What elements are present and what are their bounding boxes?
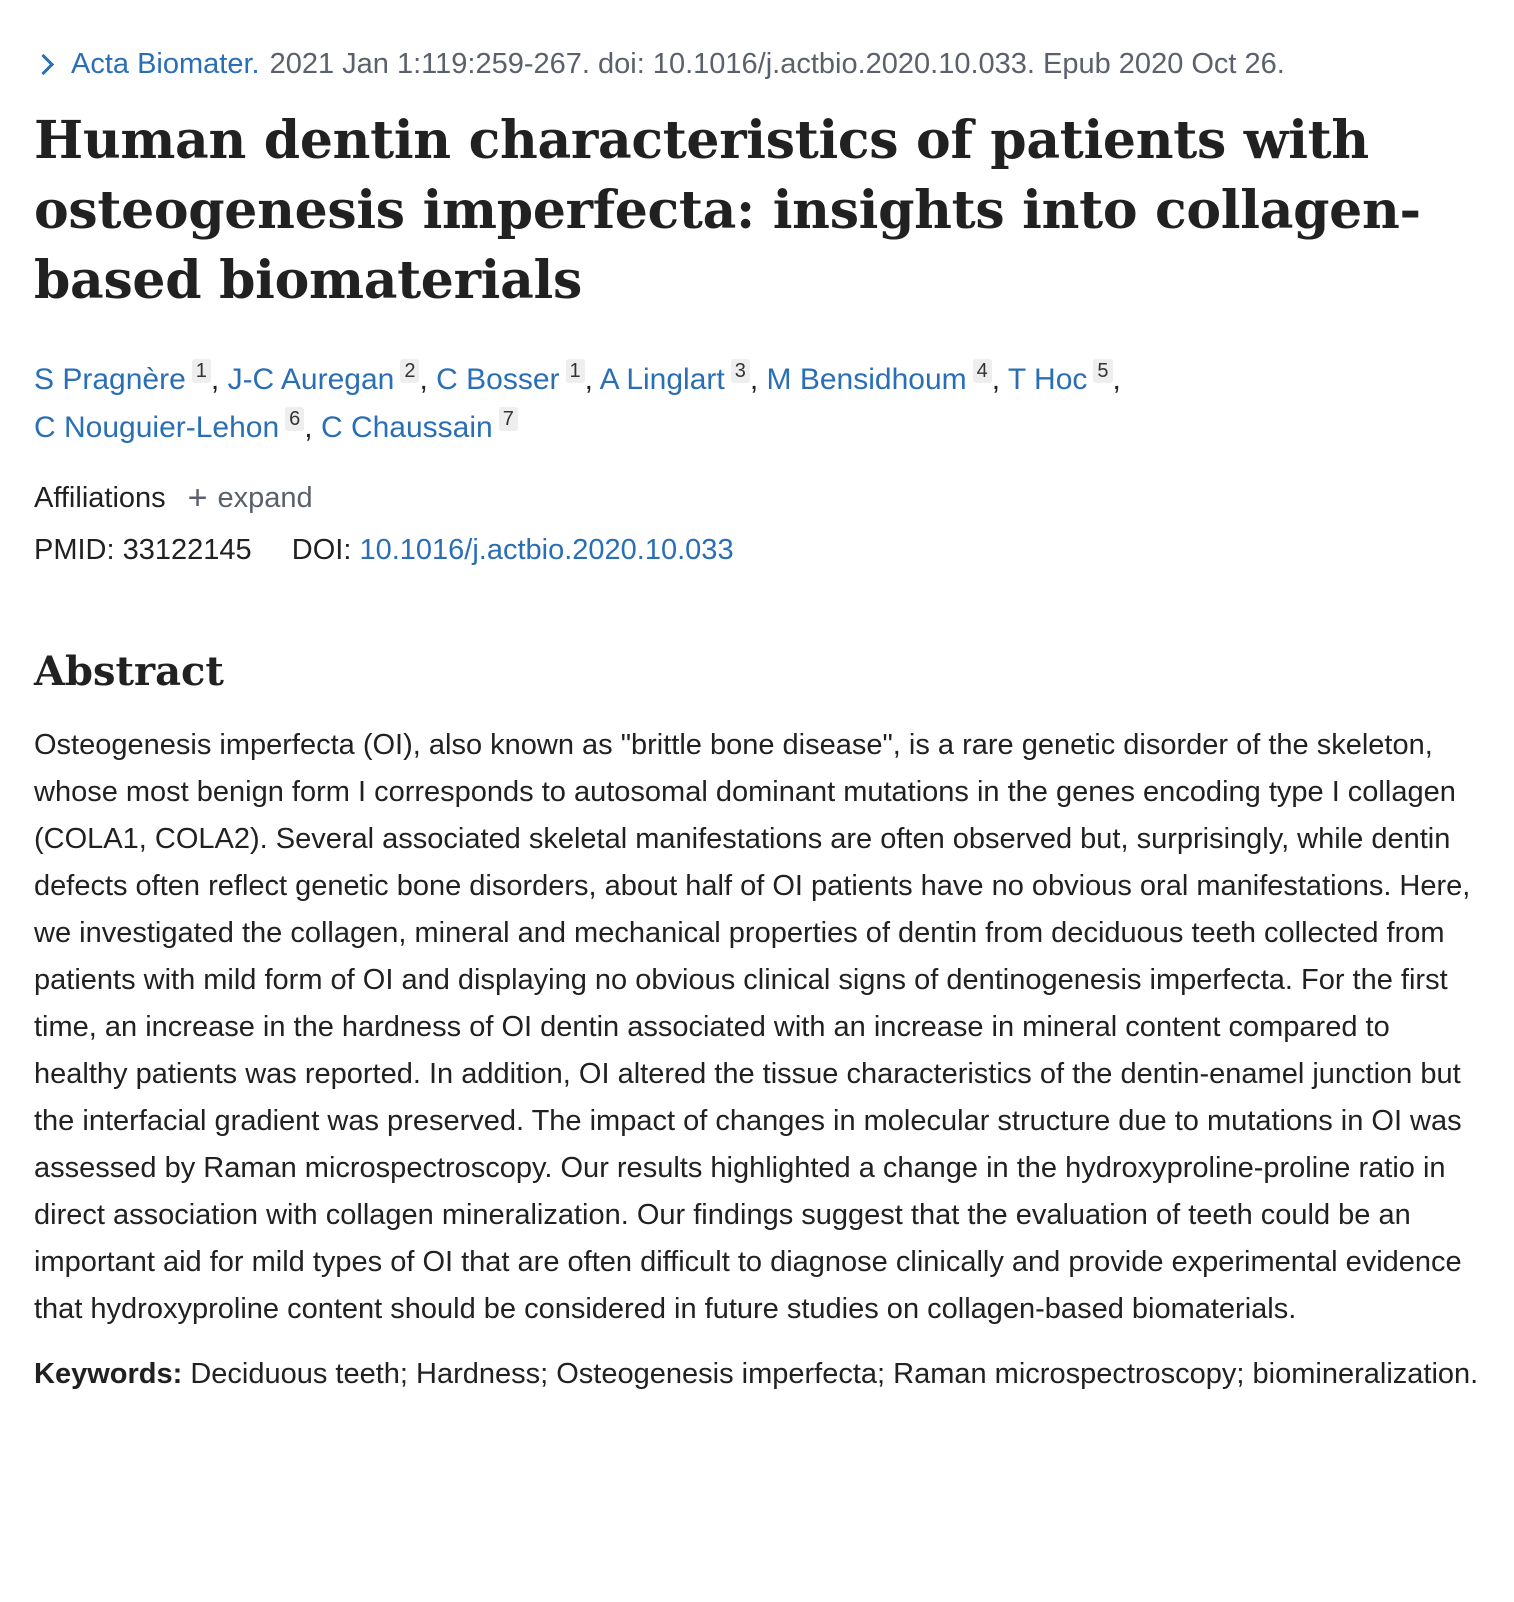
author-link[interactable]: C Chaussain [320, 411, 493, 444]
author-link[interactable]: C Bosser [436, 363, 560, 396]
abstract-text: Osteogenesis imperfecta (OI), also known as "brittle bone disease", is a rare genetic disorder of the skeleton, whose most benign form I corresponds to autosomal dominant mutations in the genes encoding type I collagen (COLA1, COLA2). Several associated skeletal manifestations are often observed but, surprisingly, while dentin defects often reflect genetic bone disorders, about half of OI patients have no obvious oral manifestations. Here, we investigated the collagen, mineral and mechanical properties of dentin from deciduous teeth collected from patients with mild form of OI and displaying no obvious clinical signs of dentinogenesis imperfecta. For the first time, an increase in the hardness of OI dentin associated with an increase in mineral content compared to healthy patients was reported. In addition, OI altered the tissue characteristics of the dentin-enamel junction but the interfacial gradient was preserved. The impact of changes in molecular structure due to mutations in OI was assessed by Raman microspectroscopy. Our results highlighted a change in the hydroxyproline-proline ratio in direct association with collagen mineralization. Our findings suggest that the evaluation of teeth could be an important aid for mild types of OI that are often difficult to diagnose clinically and provide experimental evidence that hydroxyproline content should be considered in future studies on collagen-based biomaterials. [34, 729, 1471, 1325]
affiliation-number[interactable]: 6 [285, 407, 304, 431]
author-link[interactable]: J-C Auregan [227, 363, 395, 396]
authors-list: S Pragnère 1 , J-C Auregan 2 , C Bosser 1 , A Linglart 3 , M Bensidhoum 4 , T Hoc 5 , C Nouguier-Lehon 6 , C Chaussain 7 [34, 360, 1121, 444]
article-title: Human dentin characteristics of patients with osteogenesis imperfecta: insights into collagen-based biomaterials [34, 110, 1421, 311]
keywords [34, 1351, 1480, 1398]
affiliation-number[interactable]: 4 [973, 359, 992, 383]
author-link[interactable]: A Linglart [599, 363, 725, 396]
author-link[interactable]: S Pragnère [34, 363, 186, 396]
keywords-text: Deciduous teeth; Hardness; Osteogenesis imperfecta; Raman microspectroscopy; biomineralization. [190, 1358, 1479, 1390]
expand-label: expand [217, 482, 313, 514]
pmid-label: PMID: [34, 534, 115, 566]
affiliation-number[interactable]: 5 [1093, 359, 1112, 383]
affiliation-number[interactable]: 2 [400, 359, 419, 383]
doi-link[interactable]: 10.1016/j.actbio.2020.10.033 [359, 534, 734, 566]
pmid-value: 33122145 [122, 534, 252, 566]
author-link[interactable]: C Nouguier-Lehon [34, 411, 280, 444]
affiliation-number[interactable]: 3 [731, 359, 750, 383]
keywords-label: Keywords: [34, 1358, 183, 1390]
citation-line [34, 44, 1480, 84]
affiliations-label: Affiliations [34, 482, 166, 514]
author-link[interactable]: M Bensidhoum [766, 363, 967, 396]
citation-details: 2021 Jan 1:119:259-267. doi: 10.1016/j.actbio.2020.10.033. Epub 2020 Oct 26. [269, 48, 1285, 80]
affiliation-number[interactable]: 7 [499, 407, 518, 431]
chevron-right-icon[interactable] [33, 53, 54, 74]
identifiers-row [34, 530, 1480, 570]
affiliation-number[interactable]: 1 [192, 359, 211, 383]
affiliation-number[interactable]: 1 [566, 359, 585, 383]
expand-affiliations-button[interactable] [188, 478, 313, 518]
doi-label: DOI: [291, 534, 352, 566]
abstract-heading: Abstract [34, 648, 224, 695]
journal-link[interactable]: Acta Biomater. [71, 48, 260, 80]
author-link[interactable]: T Hoc [1007, 363, 1088, 396]
affiliations-row [34, 478, 1480, 518]
plus-icon: + [187, 479, 208, 517]
